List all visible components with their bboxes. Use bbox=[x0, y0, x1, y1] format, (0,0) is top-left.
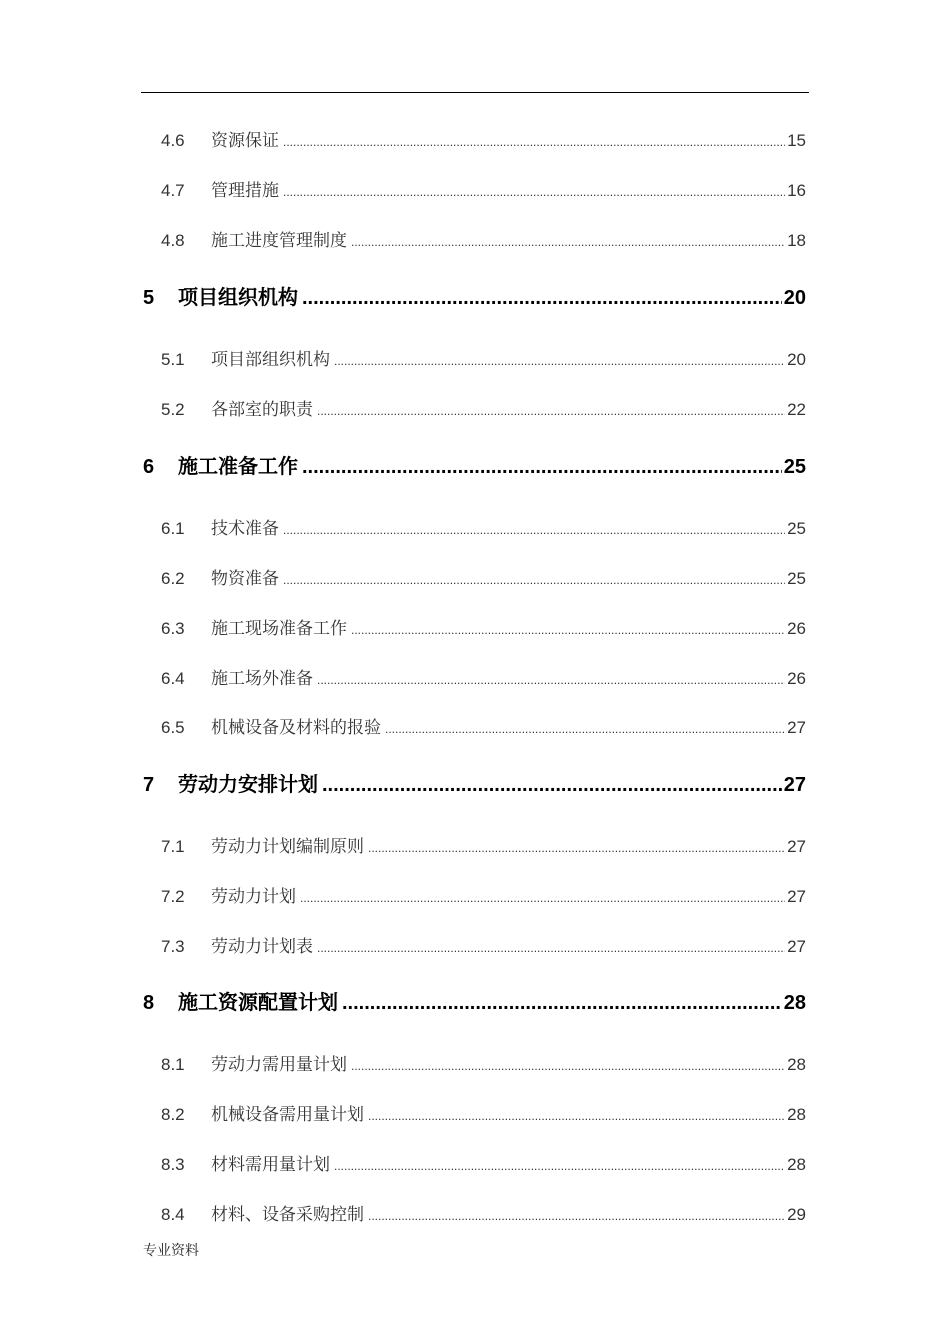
toc-entry-page: 28 bbox=[787, 1055, 806, 1074]
toc-chapter-page: 28 bbox=[783, 992, 806, 1014]
toc-dot-leader bbox=[283, 181, 785, 201]
toc-entry-page: 27 bbox=[787, 718, 806, 737]
toc-entry-title: 管理措施 bbox=[211, 181, 279, 200]
toc-entry-page: 27 bbox=[787, 837, 806, 856]
toc-entry[interactable] bbox=[161, 226, 806, 251]
toc-entry-title: 施工现场准备工作 bbox=[211, 619, 347, 638]
toc-entry[interactable] bbox=[161, 345, 806, 370]
toc-entry-page: 26 bbox=[787, 619, 806, 638]
toc-entry-number: 5.2 bbox=[161, 400, 185, 419]
toc-entry-number: 4.8 bbox=[161, 231, 185, 250]
toc-entry[interactable] bbox=[161, 713, 806, 738]
toc-dot-leader bbox=[385, 718, 785, 738]
toc-chapter-number: 8 bbox=[143, 992, 155, 1014]
toc-entry-title: 各部室的职责 bbox=[211, 400, 313, 419]
toc-entry-number: 4.6 bbox=[161, 131, 185, 150]
toc-entry-title: 劳动力需用量计划 bbox=[211, 1055, 347, 1074]
toc-dot-leader bbox=[283, 131, 785, 151]
toc-entry-title: 施工进度管理制度 bbox=[211, 231, 347, 250]
toc-chapter-number: 6 bbox=[143, 456, 155, 478]
toc-entry-page: 20 bbox=[787, 350, 806, 369]
toc-chapter-entry[interactable] bbox=[143, 450, 806, 479]
toc-dot-leader bbox=[334, 350, 785, 370]
toc-entry[interactable] bbox=[161, 1050, 806, 1075]
toc-dot-leader bbox=[334, 1155, 785, 1175]
toc-entry-number: 6.1 bbox=[161, 519, 185, 538]
toc-entry-number: 6.4 bbox=[161, 669, 185, 688]
toc-entry-title: 劳动力计划 bbox=[211, 887, 296, 906]
toc-entry[interactable] bbox=[161, 514, 806, 539]
toc-entry-title: 机械设备及材料的报验 bbox=[211, 718, 381, 737]
toc-dot-leader bbox=[342, 992, 782, 1015]
toc-entry[interactable] bbox=[161, 1200, 806, 1225]
toc-entry-page: 25 bbox=[787, 569, 806, 588]
toc-dot-leader bbox=[368, 837, 785, 857]
toc-dot-leader bbox=[317, 669, 785, 689]
toc-entry[interactable] bbox=[161, 126, 806, 151]
toc-entry-number: 6.5 bbox=[161, 718, 185, 737]
toc-entry-page: 15 bbox=[787, 131, 806, 150]
toc-entry-title: 材料、设备采购控制 bbox=[211, 1205, 364, 1224]
toc-dot-leader bbox=[300, 887, 785, 907]
toc-entry-number: 6.2 bbox=[161, 569, 185, 588]
toc-entry[interactable] bbox=[161, 832, 806, 857]
toc-entry-title: 技术准备 bbox=[211, 519, 279, 538]
toc-entry-number: 8.2 bbox=[161, 1105, 185, 1124]
toc-dot-leader bbox=[351, 1055, 785, 1075]
toc-dot-leader bbox=[368, 1205, 785, 1225]
toc-chapter-page: 27 bbox=[783, 774, 806, 796]
toc-entry[interactable] bbox=[161, 664, 806, 689]
toc-entry[interactable] bbox=[161, 882, 806, 907]
toc-entry-title: 机械设备需用量计划 bbox=[211, 1105, 364, 1124]
toc-entry-title: 资源保证 bbox=[211, 131, 279, 150]
toc-dot-leader bbox=[302, 287, 782, 310]
header-rule bbox=[141, 92, 809, 93]
toc-entry-page: 27 bbox=[787, 887, 806, 906]
toc-chapter-title: 劳动力安排计划 bbox=[178, 774, 318, 796]
toc-entry-page: 26 bbox=[787, 669, 806, 688]
toc-entry[interactable] bbox=[161, 176, 806, 201]
toc-entry-title: 劳动力计划编制原则 bbox=[211, 837, 364, 856]
toc-dot-leader bbox=[317, 400, 785, 420]
footer-label: 专业资料 bbox=[143, 1243, 199, 1259]
toc-dot-leader bbox=[317, 937, 785, 957]
toc-entry-number: 5.1 bbox=[161, 350, 185, 369]
toc-entry-page: 28 bbox=[787, 1155, 806, 1174]
toc-dot-leader bbox=[322, 774, 782, 797]
toc-entry[interactable] bbox=[161, 614, 806, 639]
toc-entry-page: 28 bbox=[787, 1105, 806, 1124]
toc-chapter-entry[interactable] bbox=[143, 986, 806, 1015]
toc-dot-leader bbox=[351, 619, 785, 639]
toc-chapter-entry[interactable] bbox=[143, 768, 806, 797]
toc-chapter-page: 25 bbox=[783, 456, 806, 478]
toc-entry-page: 27 bbox=[787, 937, 806, 956]
toc-entry[interactable] bbox=[161, 1100, 806, 1125]
toc-entry-page: 29 bbox=[787, 1205, 806, 1224]
toc-chapter-title: 施工资源配置计划 bbox=[178, 992, 338, 1014]
toc-chapter-entry[interactable] bbox=[143, 281, 806, 310]
toc-dot-leader bbox=[302, 456, 782, 479]
toc-entry-title: 项目部组织机构 bbox=[211, 350, 330, 369]
toc-entry-title: 劳动力计划表 bbox=[211, 937, 313, 956]
toc-entry[interactable] bbox=[161, 932, 806, 957]
toc-entry-title: 施工场外准备 bbox=[211, 669, 313, 688]
toc-entry[interactable] bbox=[161, 564, 806, 589]
toc-entry-page: 25 bbox=[787, 519, 806, 538]
toc-entry-number: 7.2 bbox=[161, 887, 185, 906]
toc-dot-leader bbox=[368, 1105, 785, 1125]
toc-chapter-number: 5 bbox=[143, 287, 155, 309]
toc-entry-page: 18 bbox=[787, 231, 806, 250]
toc-entry-number: 6.3 bbox=[161, 619, 185, 638]
toc-entry-page: 22 bbox=[787, 400, 806, 419]
toc-chapter-number: 7 bbox=[143, 774, 155, 796]
toc-entry-number: 8.3 bbox=[161, 1155, 185, 1174]
toc-dot-leader bbox=[283, 519, 785, 539]
toc-entry[interactable] bbox=[161, 395, 806, 420]
toc-entry-number: 7.1 bbox=[161, 837, 185, 856]
toc-entry-number: 4.7 bbox=[161, 181, 185, 200]
toc-chapter-title: 施工准备工作 bbox=[178, 456, 298, 478]
toc-entry-number: 8.4 bbox=[161, 1205, 185, 1224]
toc-entry-title: 物资准备 bbox=[211, 569, 279, 588]
toc-entry[interactable] bbox=[161, 1150, 806, 1175]
toc-dot-leader bbox=[351, 231, 785, 251]
toc-chapter-page: 20 bbox=[783, 287, 806, 309]
toc-entry-page: 16 bbox=[787, 181, 806, 200]
toc-entry-number: 8.1 bbox=[161, 1055, 185, 1074]
toc-entry-title: 材料需用量计划 bbox=[211, 1155, 330, 1174]
toc-entry-number: 7.3 bbox=[161, 937, 185, 956]
toc-dot-leader bbox=[283, 569, 785, 589]
toc-chapter-title: 项目组织机构 bbox=[178, 287, 298, 309]
